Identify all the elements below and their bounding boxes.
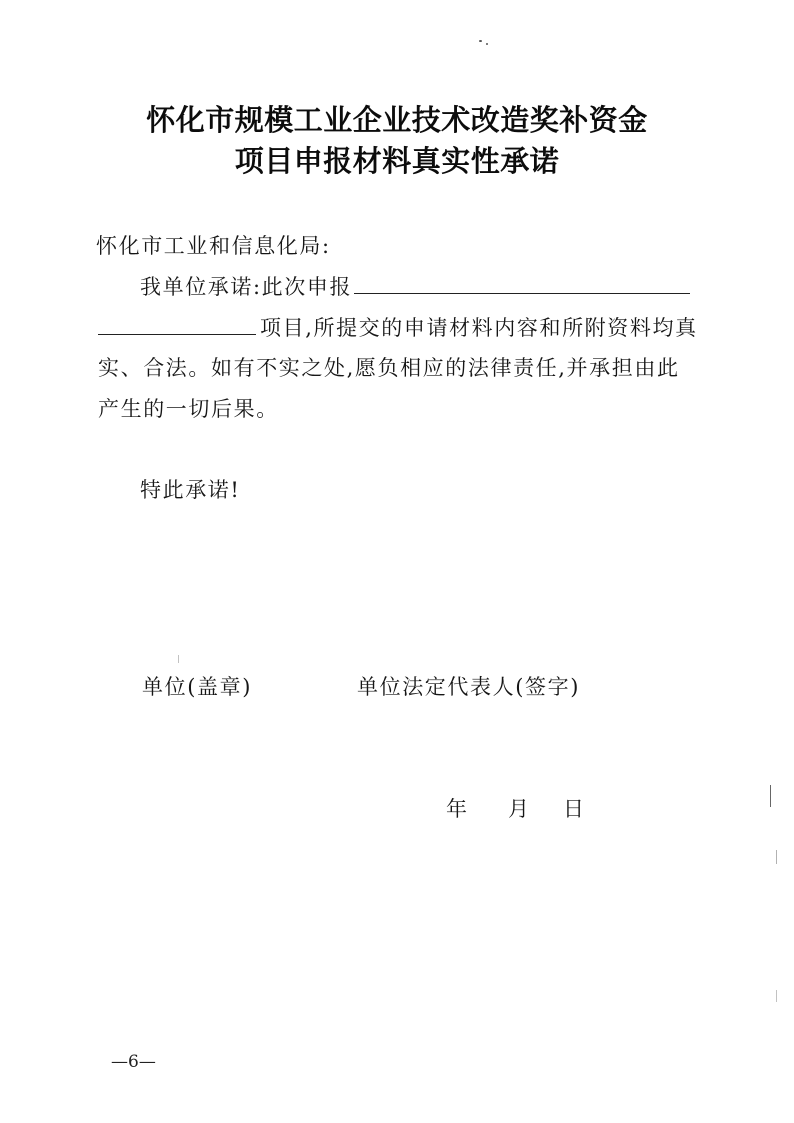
scan-edge-mark <box>178 655 179 663</box>
date-day: 日 <box>563 797 584 821</box>
pledge-line-3: 实、合法。如有不实之处,愿负相应的法律责任,并承担由此 <box>98 356 680 380</box>
pledge-line-4: 产生的一切后果。 <box>98 397 279 421</box>
signature-unit-seal: 单位(盖章) <box>142 675 252 699</box>
pledge-line-1 <box>140 271 690 301</box>
date-month: 月 <box>508 797 529 821</box>
pledge-line-2 <box>98 312 698 342</box>
document-title-line-1: 怀化市规模工业企业技术改造奖补资金 <box>146 103 648 137</box>
scan-edge-mark <box>770 785 771 807</box>
page-number: —6— <box>111 1052 156 1072</box>
pledge-line-2-text: 项目,所提交的申请材料内容和所附资料均真 <box>260 316 698 340</box>
project-name-blank-continued <box>98 314 256 335</box>
addressee: 怀化市工业和信息化局: <box>96 234 331 258</box>
document-title-line-2: 项目申报材料真实性承诺 <box>234 144 560 178</box>
scan-speck <box>486 43 488 45</box>
scan-speck <box>479 40 482 42</box>
closing-statement: 特此承诺! <box>140 478 241 502</box>
date-year: 年 <box>446 797 467 821</box>
scan-edge-mark <box>776 850 777 864</box>
pledge-intro: 我单位承诺:此次申报 <box>140 275 353 299</box>
scan-edge-mark <box>776 990 777 1002</box>
signature-legal-representative: 单位法定代表人(签字) <box>357 675 580 699</box>
project-name-blank <box>354 273 690 294</box>
